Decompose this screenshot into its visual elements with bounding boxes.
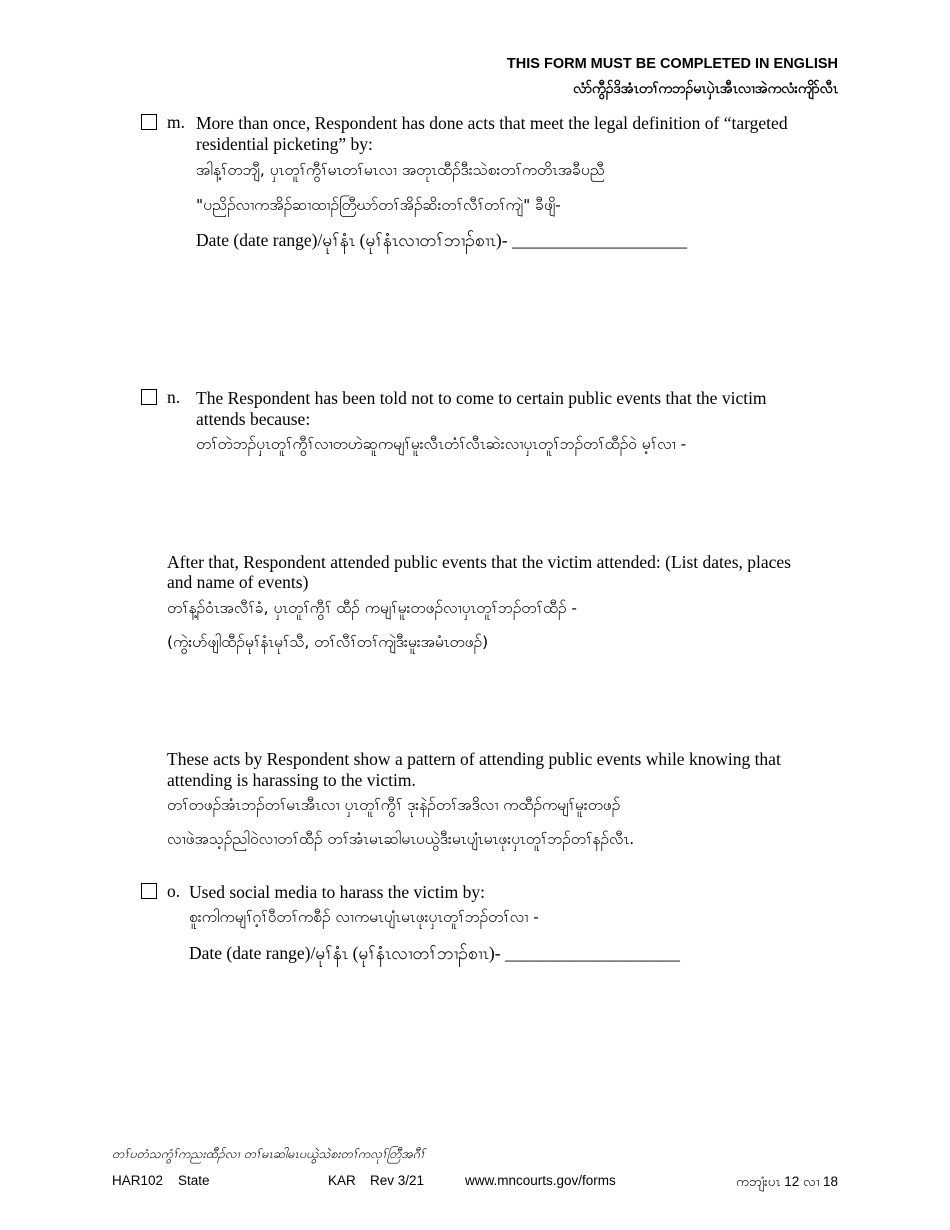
item-m-english-line-2: residential picketing” by:: [196, 134, 373, 154]
item-m-karen-line-2: "ပညိၣ်လၢကအိၣ်ဆၢထၢၣ်တြီဃာ်တၢ်အိၣ်ဆိးတၢ်လီၢ်တၢ်ကျဲ" ခီဖျိ-: [196, 196, 561, 214]
after-karen-line-2: (ကွဲးဟ်ဖျါထီၣ်မုၢ်နံၤမုၢ်သီ, တၢ်လီၢ်တၢ်ကျဲဒီးမူးအမံၤတဖၣ်): [167, 633, 489, 651]
item-m-date-field[interactable]: [196, 230, 687, 250]
item-o-english-line-1: Used social media to harass the victim by:: [189, 882, 485, 902]
after-english-line-2: and name of events): [167, 572, 309, 592]
item-m-date-blank[interactable]: ____________________: [511, 230, 687, 250]
after-english-line-1: After that, Respondent attended public events that the victim attended: (List dates, places: [167, 552, 791, 572]
footer-lang-code: KAR: [328, 1173, 356, 1188]
item-o-date-label: Date (date range)/မုၢ်နံၤ (မုၢ်နံၤလၢတၢ်ဘၢၣ်စၢၤ)-: [189, 943, 501, 963]
item-m-letter: m.: [167, 112, 185, 132]
item-o-date-field[interactable]: [189, 943, 680, 963]
item-o-checkbox[interactable]: [141, 883, 157, 899]
footer-form-id: HAR102: [112, 1173, 164, 1188]
footer-url: www.mncourts.gov/forms: [465, 1173, 616, 1188]
karen-only-notice: လံာ်ကွီၣ်ဒိအံၤတၢ်ကဘၣ်မၤပှဲၤအီၤလၢအဲကလံးကျိာ်လီၤ: [573, 81, 838, 97]
item-o-karen-line-1: စူးကါကမျၢ်ဂ့ၢ်ဝီတၢ်ကစီၣ် လၢကမၤပျံၤမၤဖုးပှၤတူၢ်ဘၣ်တၢ်လၢ -: [189, 908, 539, 926]
footer-state: State: [178, 1173, 210, 1188]
item-m-date-label: Date (date range)/မုၢ်နံၤ (မုၢ်နံၤလၢတၢ်ဘၢၣ်စၢၤ)-: [196, 230, 508, 250]
item-o-date-blank[interactable]: ____________________: [504, 943, 680, 963]
pattern-karen-line-2: လၢဖဲအသ့ၣ်ညါဝဲလၢတၢ်ထီၣ် တၢ်အံၤမၤဆါမၤပယွဲဒီးမၤပျံၤမၤဖုးပှၤတူၢ်ဘၣ်တၢ်နၣ်လီၤ.: [167, 830, 635, 848]
pattern-karen-line-1: တၢ်တဖၣ်အံၤဘၣ်တၢ်မၤအီၤလၢ ပှၤတူၢ်ကွီၢ် ဒုးနဲၣ်တၢ်အဒိလၢ ကထီၣ်ကမျၢ်မူးတဖၣ်: [167, 796, 621, 814]
english-only-notice: THIS FORM MUST BE COMPLETED IN ENGLISH: [506, 56, 838, 72]
item-n-english-line-1: The Respondent has been told not to come to certain public events that the victim: [196, 388, 767, 408]
item-n-checkbox[interactable]: [141, 389, 157, 405]
item-n-letter: n.: [167, 387, 181, 407]
pattern-english-line-1: These acts by Respondent show a pattern of attending public events while knowing that: [167, 749, 781, 769]
after-karen-line-1: တၢ်န့ၣ်ဝံၤအလီၢ်ခံ, ပှၤတူၢ်ကွီၢ် ထီၣ် ကမျၢ်မူးတဖၣ်လၢပှၤတူၢ်ဘၣ်တၢ်ထီၣ် -: [167, 599, 577, 617]
item-n-karen-line-1: တၢ်တဲဘၣ်ပှၤတူၢ်ကွီၢ်လၢတဟဲဆူကမျၢ်မူးလီၤတံၢ်လီၤဆဲးလၢပှၤတူၢ်ဘၣ်တၢ်ထီၣ်ဝဲ မ့ၢ်လၢ -: [196, 435, 687, 453]
item-m-karen-line-1: အါန့ၢ်တဘျီ, ပှၤတူၢ်ကွီၢ်မၤတၢ်မၤလၢ အတုၤထီၣ်ဒီးသဲစးတၢ်ကတိၤအခီပညီ: [196, 161, 605, 179]
pattern-english-line-2: attending is harassing to the victim.: [167, 770, 416, 790]
footer-page-number: ကဘျံးပၤ 12 လၢ 18: [735, 1174, 838, 1189]
item-n-english-line-2: attends because:: [196, 409, 311, 429]
footer-revision: Rev 3/21: [370, 1173, 425, 1188]
item-m-english-line-1: More than once, Respondent has done acts that meet the legal definition of “targeted: [196, 113, 788, 133]
footer-title: တၢ်ပတံသကွံၢ်ကညးထီၣ်လၢ တၢ်မၤဆါမၤပယွဲသဲစးတၢ်ကလုၢ်တြီအဂီၢ်: [112, 1146, 426, 1161]
item-o-letter: o.: [167, 881, 181, 901]
item-m-checkbox[interactable]: [141, 114, 157, 130]
